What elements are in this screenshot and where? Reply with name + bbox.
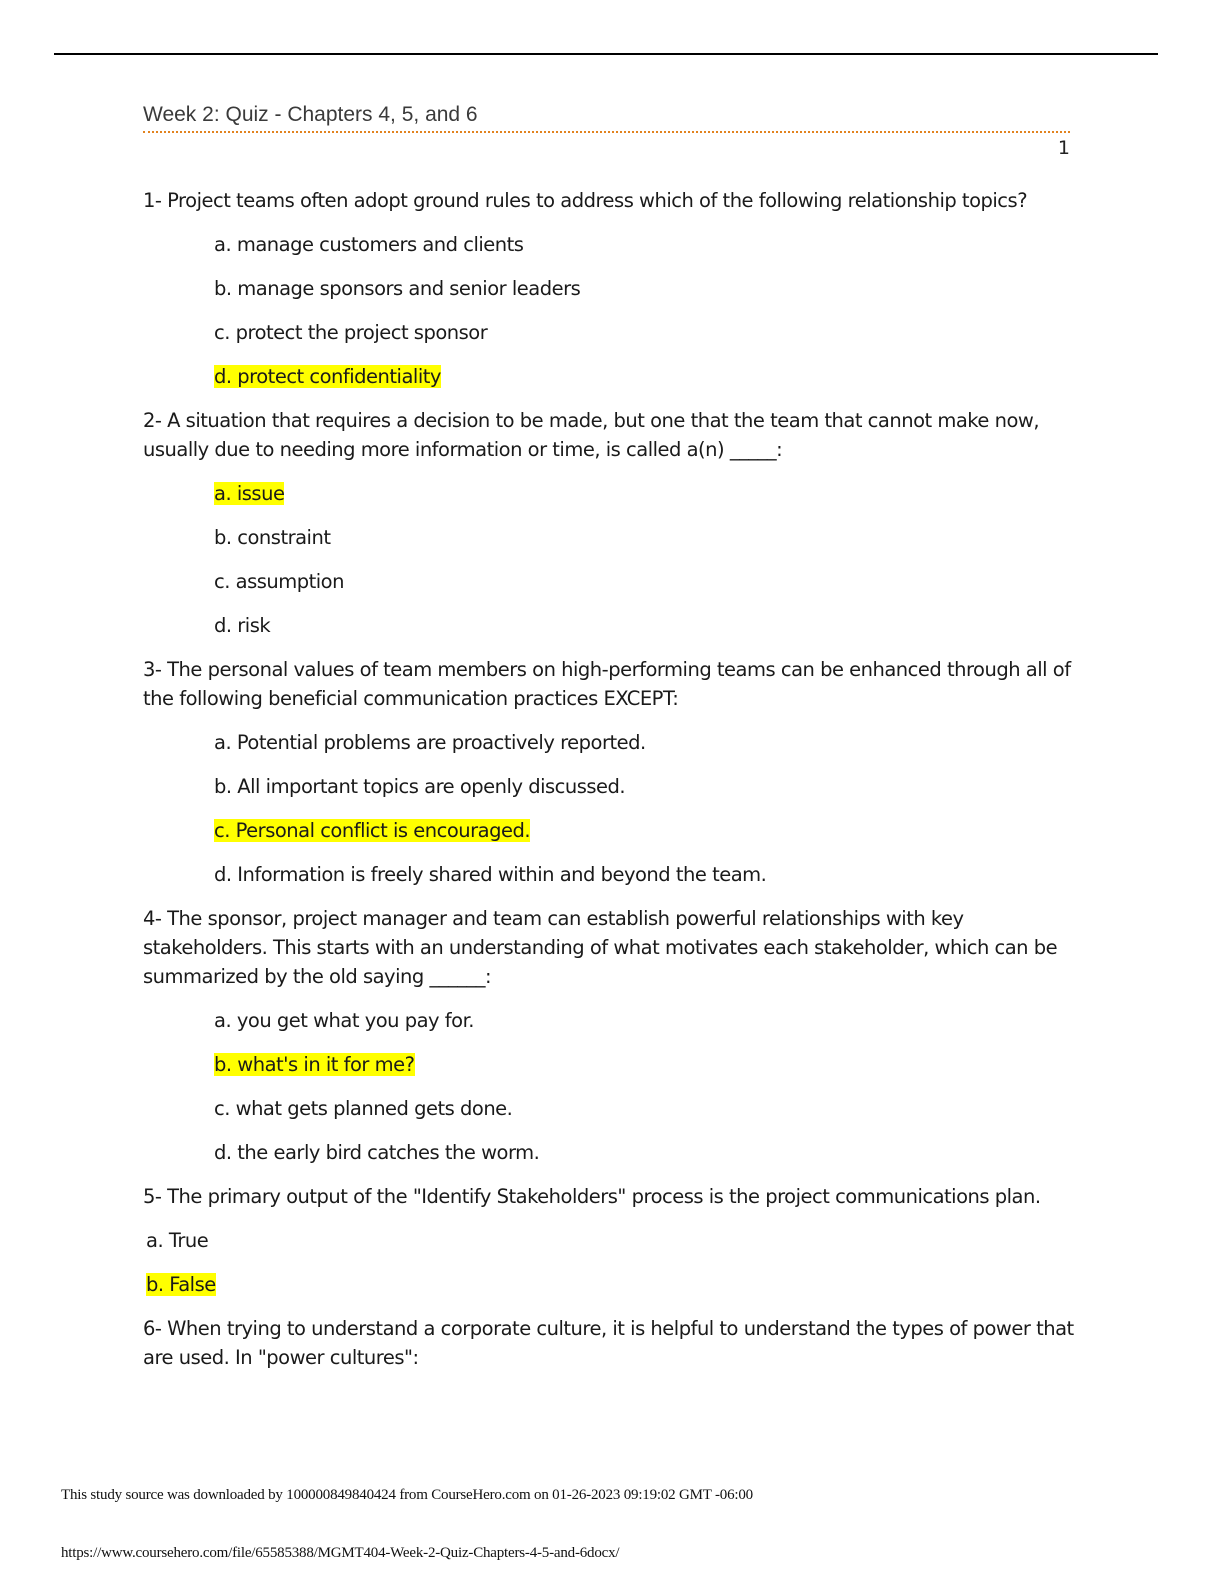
answer-option bbox=[214, 772, 1078, 801]
answer-option-highlighted bbox=[214, 1050, 1078, 1079]
answer-options bbox=[143, 1226, 1078, 1299]
answer-option-text: c. Personal conflict is encouraged. bbox=[214, 819, 531, 842]
question-text: 5- The primary output of the "Identify Stakeholders" process is the project communications plan. bbox=[143, 1185, 1041, 1208]
answer-option-text: b. All important topics are openly discussed. bbox=[214, 775, 626, 798]
answer-option bbox=[146, 1226, 1078, 1255]
question-text: 4- The sponsor, project manager and team can establish powerful relationships with key stakeholders. This starts with an understanding of what motivates each stakeholder, which can be summarized by the old saying ______: bbox=[143, 907, 1058, 988]
answer-option-text: d. risk bbox=[214, 614, 271, 637]
answer-option-highlighted bbox=[214, 362, 1078, 391]
answer-option-text: a. Potential problems are proactively reported. bbox=[214, 731, 646, 754]
question-block bbox=[143, 655, 1078, 889]
answer-options bbox=[143, 728, 1078, 889]
answer-option-highlighted bbox=[146, 1270, 1078, 1299]
answer-options bbox=[143, 479, 1078, 640]
answer-option-text: a. issue bbox=[214, 482, 285, 505]
question-block bbox=[143, 904, 1078, 1167]
question-text: 3- The personal values of team members on high-performing teams can be enhanced through all of the following beneficial communication practices EXCEPT: bbox=[143, 658, 1071, 710]
answer-option-text: b. what's in it for me? bbox=[214, 1053, 415, 1076]
answer-option-text: d. protect confidentiality bbox=[214, 365, 441, 388]
answer-option-text: a. you get what you pay for. bbox=[214, 1009, 475, 1032]
question-block bbox=[143, 186, 1078, 391]
document-title: Week 2: Quiz - Chapters 4, 5, and 6 bbox=[143, 103, 1070, 133]
answer-option-text: b. manage sponsors and senior leaders bbox=[214, 277, 581, 300]
question-text: 1- Project teams often adopt ground rules to address which of the following relationship topics? bbox=[143, 189, 1028, 212]
answer-options bbox=[143, 230, 1078, 391]
question-block bbox=[143, 1182, 1078, 1299]
answer-option-text: a. manage customers and clients bbox=[214, 233, 524, 256]
answer-option-text: c. what gets planned gets done. bbox=[214, 1097, 513, 1120]
answer-option bbox=[214, 274, 1078, 303]
answer-option bbox=[214, 523, 1078, 552]
download-source-note: This study source was downloaded by 100000849840424 from CourseHero.com on 01-26-2023 09:19:02 GMT -06:00 bbox=[61, 1487, 753, 1503]
answer-option-text: c. protect the project sponsor bbox=[214, 321, 488, 344]
answer-option bbox=[214, 611, 1078, 640]
answer-option-text: d. Information is freely shared within and beyond the team. bbox=[214, 863, 767, 886]
answer-option bbox=[214, 1094, 1078, 1123]
header-rule bbox=[54, 53, 1158, 55]
answer-option bbox=[214, 1138, 1078, 1167]
answer-option-text: d. the early bird catches the worm. bbox=[214, 1141, 540, 1164]
quiz-content bbox=[143, 186, 1078, 1387]
answer-options bbox=[143, 1006, 1078, 1167]
question-text: 2- A situation that requires a decision to be made, but one that the team that cannot make now, usually due to needing more information or time, is called a(n) _____: bbox=[143, 409, 1040, 461]
answer-option bbox=[214, 230, 1078, 259]
answer-option-highlighted bbox=[214, 816, 1078, 845]
answer-option bbox=[214, 728, 1078, 757]
question-block bbox=[143, 1314, 1078, 1372]
page-number: 1 bbox=[1057, 137, 1070, 159]
answer-option-text: b. False bbox=[146, 1273, 216, 1296]
answer-option-text: a. True bbox=[146, 1229, 209, 1252]
source-url[interactable]: https://www.coursehero.com/file/65585388/MGMT404-Week-2-Quiz-Chapters-4-5-and-6docx/ bbox=[61, 1545, 620, 1561]
answer-option bbox=[214, 318, 1078, 347]
answer-option bbox=[214, 567, 1078, 596]
question-block bbox=[143, 406, 1078, 640]
question-text: 6- When trying to understand a corporate culture, it is helpful to understand the types of power that are used. In "power cultures": bbox=[143, 1317, 1074, 1369]
answer-option-text: c. assumption bbox=[214, 570, 344, 593]
answer-option-highlighted bbox=[214, 479, 1078, 508]
answer-option-text: b. constraint bbox=[214, 526, 331, 549]
answer-option bbox=[214, 860, 1078, 889]
answer-option bbox=[214, 1006, 1078, 1035]
